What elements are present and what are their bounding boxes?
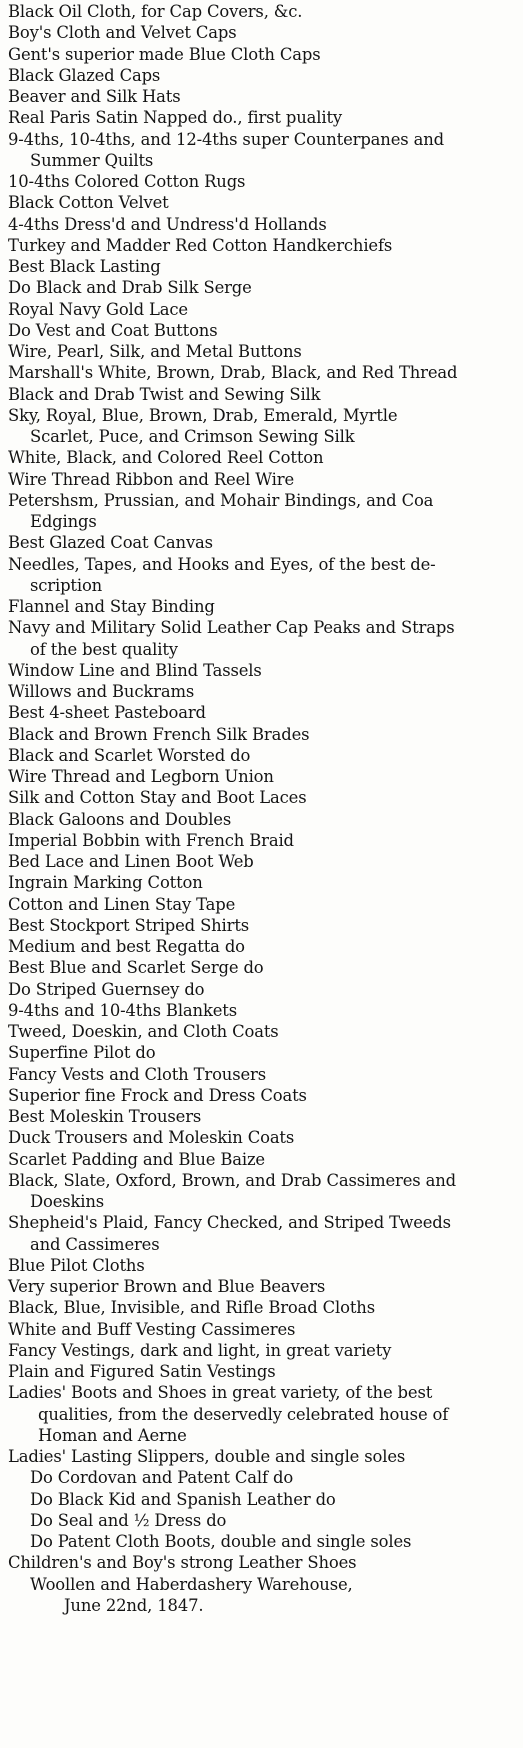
list-item: and Cassimeres [30,1234,160,1254]
list-item: Beaver and Silk Hats [8,87,181,106]
list-item: Best Moleskin Trousers [8,1107,202,1126]
list-item: Tweed, Doeskin, and Cloth Coats [8,1022,279,1041]
list-item: Best Blue and Scarlet Serge do [8,958,264,978]
list-item: Wire Thread and Legborn Union [8,767,274,786]
list-item: Best Stockport Striped Shirts [8,915,250,935]
list-item: Edgings [30,512,97,531]
list-item: Scarlet, Puce, and Crimson Sewing Silk [30,427,355,446]
list-item: Ingrain Marking Cotton [8,873,203,893]
list-item: 9-4ths, 10-4ths, and 12-4ths super Counterpanes and [8,129,444,149]
list-item: 4-4ths Dress'd and Undress'd Hollands [8,214,327,234]
list-item: 9-4ths and 10-4ths Blankets [8,1000,237,1020]
list-item: Children's and Boy's strong Leather Shoes [8,1553,357,1573]
list-item: qualities, from the deservedly celebrated house of [38,1404,449,1424]
list-item: Black and Brown French Silk Brades [8,724,310,744]
list-item: Gent's superior made Blue Cloth Caps [8,44,321,64]
list-item: Black and Drab Twist and Sewing Silk [8,384,321,404]
list-item: Imperial Bobbin with French Braid [8,830,294,850]
list-item: Shepheid's Plaid, Fancy Checked, and Striped Tweeds [8,1213,451,1233]
list-item: Medium and best Regatta do [8,937,245,956]
list-item: Black and Scarlet Worsted do [8,745,251,765]
list-item: of the best quality [30,639,178,659]
list-item: Flannel and Stay Binding [8,597,215,616]
list-item: Superfine Pilot do [8,1043,156,1063]
list-item: Woollen and Haberdashery Warehouse, [30,1574,353,1594]
list-item: Silk and Cotton Stay and Boot Laces [8,788,307,808]
list-item: Ladies' Boots and Shoes in great variety, of the best [8,1383,433,1403]
list-item: Boy's Cloth and Velvet Caps [8,23,237,43]
list-item: Scarlet Padding and Blue Baize [8,1149,265,1169]
list-item: Best Glazed Coat Canvas [8,533,213,553]
list-item: Real Paris Satin Napped do., first puality [8,108,343,128]
list-item: Black Cotton Velvet [8,193,169,213]
list-item: Bed Lace and Linen Boot Web [8,852,254,871]
list-item: Black Oil Cloth, for Cap Covers, &c. [8,2,303,21]
list-item: Best Black Lasting [8,257,161,276]
list-item: Do Striped Guernsey do [8,979,205,999]
list-item: June 22nd, 1847. [64,1595,204,1615]
list-item: Black Galoons and Doubles [8,809,232,829]
list-item: Superior fine Frock and Dress Coats [8,1085,307,1105]
list-item: Blue Pilot Cloths [8,1255,145,1275]
list-item: Petershsm, Prussian, and Mohair Bindings, and Coa [8,490,434,510]
list-item: scription [30,575,103,595]
list-item: Do Seal and ½ Dress do [30,1510,227,1530]
list-item: Do Black and Drab Silk Serge [8,278,252,298]
list-item: White and Buff Vesting Cassimeres [8,1319,296,1339]
list-item: Black, Slate, Oxford, Brown, and Drab Cassimeres and [8,1170,456,1190]
list-item: Plain and Figured Satin Vestings [8,1362,276,1381]
list-item: Do Vest and Coat Buttons [8,320,218,340]
list-item: Wire Thread Ribbon and Reel Wire [8,469,295,489]
list-item: Cotton and Linen Stay Tape [8,894,236,914]
list-item: Turkey and Madder Red Cotton Handkerchiefs [8,235,393,255]
list-item: 10-4ths Colored Cotton Rugs [8,172,246,191]
list-item: Very superior Brown and Blue Beavers [8,1277,326,1296]
list-item: Black Glazed Caps [8,65,161,85]
list-item: Navy and Military Solid Leather Cap Peaks and Straps [8,618,455,638]
list-item: Sky, Royal, Blue, Brown, Drab, Emerald, Myrtle [8,405,398,425]
list-item: Homan and Aerne [38,1425,187,1445]
list-item: Doeskins [30,1192,105,1211]
list-item: Do Black Kid and Spanish Leather do [30,1489,336,1509]
list-item: Needles, Tapes, and Hooks and Eyes, of the best de- [8,554,436,574]
list-item: Best 4-sheet Pasteboard [8,703,206,723]
list-item: Do Patent Cloth Boots, double and single soles [30,1532,412,1551]
list-item: Ladies' Lasting Slippers, double and single soles [8,1447,406,1466]
list-item: Wire, Pearl, Silk, and Metal Buttons [8,342,302,361]
list-item: Marshall's White, Brown, Drab, Black, and Red Thread [8,363,458,383]
list-item: Duck Trousers and Moleskin Coats [8,1128,295,1148]
list-item: Fancy Vestings, dark and light, in great variety [8,1340,392,1360]
list-item: Fancy Vests and Cloth Trousers [8,1064,266,1084]
list-item: Summer Quilts [30,150,154,170]
list-item: Window Line and Blind Tassels [8,660,262,680]
list-item: Black, Blue, Invisible, and Rifle Broad Cloths [8,1298,375,1318]
list-item: White, Black, and Colored Reel Cotton [8,448,324,468]
list-item: Royal Navy Gold Lace [8,299,188,319]
list-item: Willows and Buckrams [8,682,195,701]
list-item: Do Cordovan and Patent Calf do [30,1468,294,1488]
